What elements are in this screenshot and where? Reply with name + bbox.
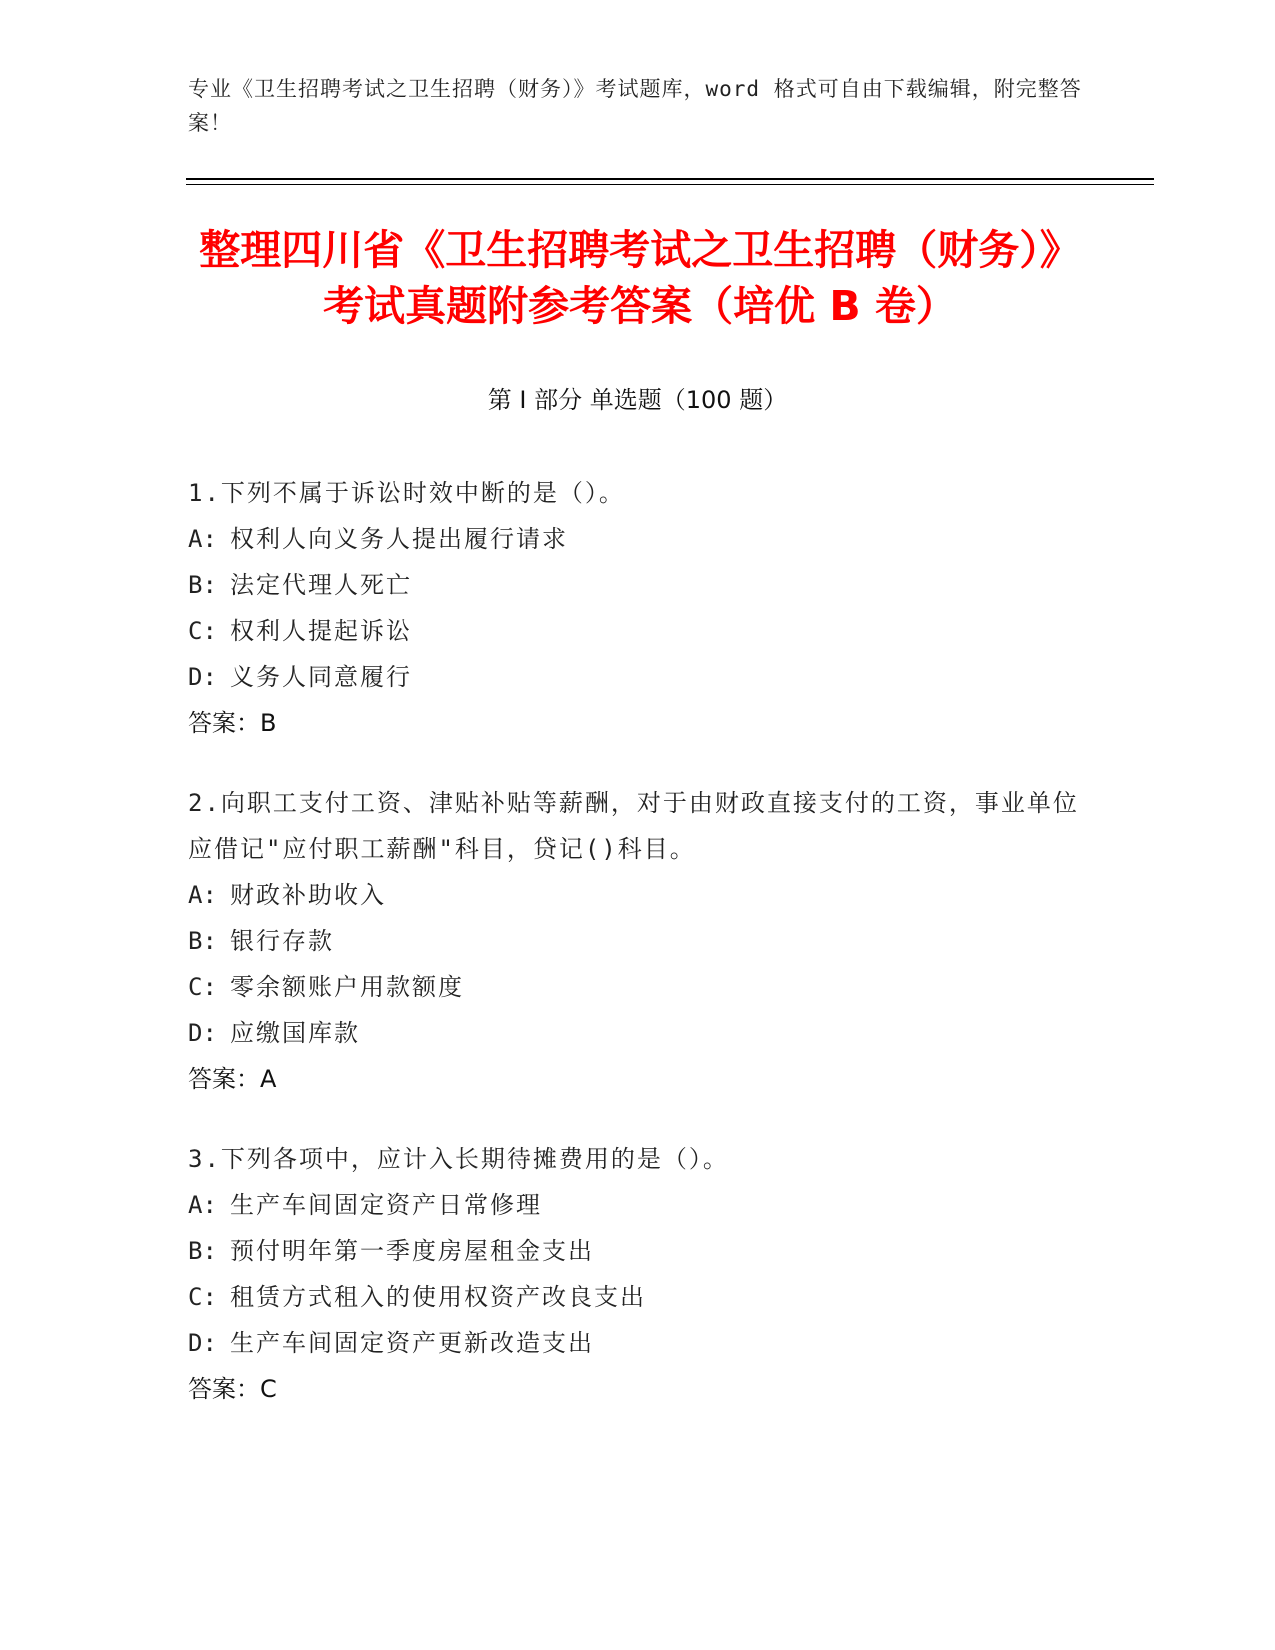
option-key: C:: [188, 617, 217, 645]
answer-line: 答案：B: [188, 709, 277, 737]
option-text: 租赁方式租入的使用权资产改良支出: [230, 1283, 646, 1311]
option-key: A:: [188, 881, 217, 909]
header-divider-thin: [186, 184, 1154, 185]
header-divider-thick: [186, 178, 1154, 180]
option-text: 银行存款: [230, 927, 334, 955]
answer-line: 答案：C: [188, 1375, 277, 1403]
option-text: 零余额账户用款额度: [230, 973, 464, 1001]
option-key: A:: [188, 1191, 217, 1219]
option-d: [188, 654, 1088, 700]
option-b: [188, 1228, 1088, 1274]
option-text: 财政补助收入: [230, 881, 386, 909]
question-stem: 1.下列不属于诉讼时效中断的是（）。: [188, 479, 625, 507]
option-key: C:: [188, 1283, 217, 1311]
option-key: A:: [188, 525, 217, 553]
option-a: [188, 516, 1088, 562]
question-stem: 3.下列各项中，应计入长期待摊费用的是（）。: [188, 1145, 729, 1173]
option-key: B:: [188, 571, 217, 599]
option-text: 义务人同意履行: [230, 663, 412, 691]
option-c: [188, 964, 1088, 1010]
option-text: 应缴国库款: [230, 1019, 360, 1047]
answer-line: 答案：A: [188, 1065, 277, 1093]
option-text: 法定代理人死亡: [230, 571, 412, 599]
option-key: D:: [188, 1329, 217, 1357]
option-key: B:: [188, 1237, 217, 1265]
option-text: 生产车间固定资产日常修理: [230, 1191, 542, 1219]
option-b: [188, 918, 1088, 964]
option-text: 生产车间固定资产更新改造支出: [230, 1329, 594, 1357]
document-title: 整理四川省《卫生招聘考试之卫生招聘（财务）》考试真题附参考答案（培优 B 卷）: [199, 226, 1081, 330]
option-key: C:: [188, 973, 217, 1001]
option-c: [188, 1274, 1088, 1320]
option-d: [188, 1320, 1088, 1366]
option-key: B:: [188, 927, 217, 955]
option-a: [188, 872, 1088, 918]
header-note: 专业《卫生招聘考试之卫生招聘（财务）》考试题库，word 格式可自由下载编辑，附完整答案！: [188, 77, 1082, 135]
question-2: [188, 780, 1088, 1102]
option-key: D:: [188, 663, 217, 691]
question-1: [188, 470, 1088, 746]
option-text: 权利人提起诉讼: [230, 617, 412, 645]
section-title: 第 I 部分 单选题（100 题）: [487, 386, 788, 414]
option-b: [188, 562, 1088, 608]
option-key: D:: [188, 1019, 217, 1047]
option-a: [188, 1182, 1088, 1228]
question-3: [188, 1136, 1088, 1412]
option-text: 预付明年第一季度房屋租金支出: [230, 1237, 594, 1265]
option-c: [188, 608, 1088, 654]
option-text: 权利人向义务人提出履行请求: [230, 525, 568, 553]
question-stem: 2.向职工支付工资、津贴补贴等薪酬，对于由财政直接支付的工资，事业单位应借记"应付职工薪酬"科目，贷记()科目。: [188, 789, 1079, 863]
option-d: [188, 1010, 1088, 1056]
